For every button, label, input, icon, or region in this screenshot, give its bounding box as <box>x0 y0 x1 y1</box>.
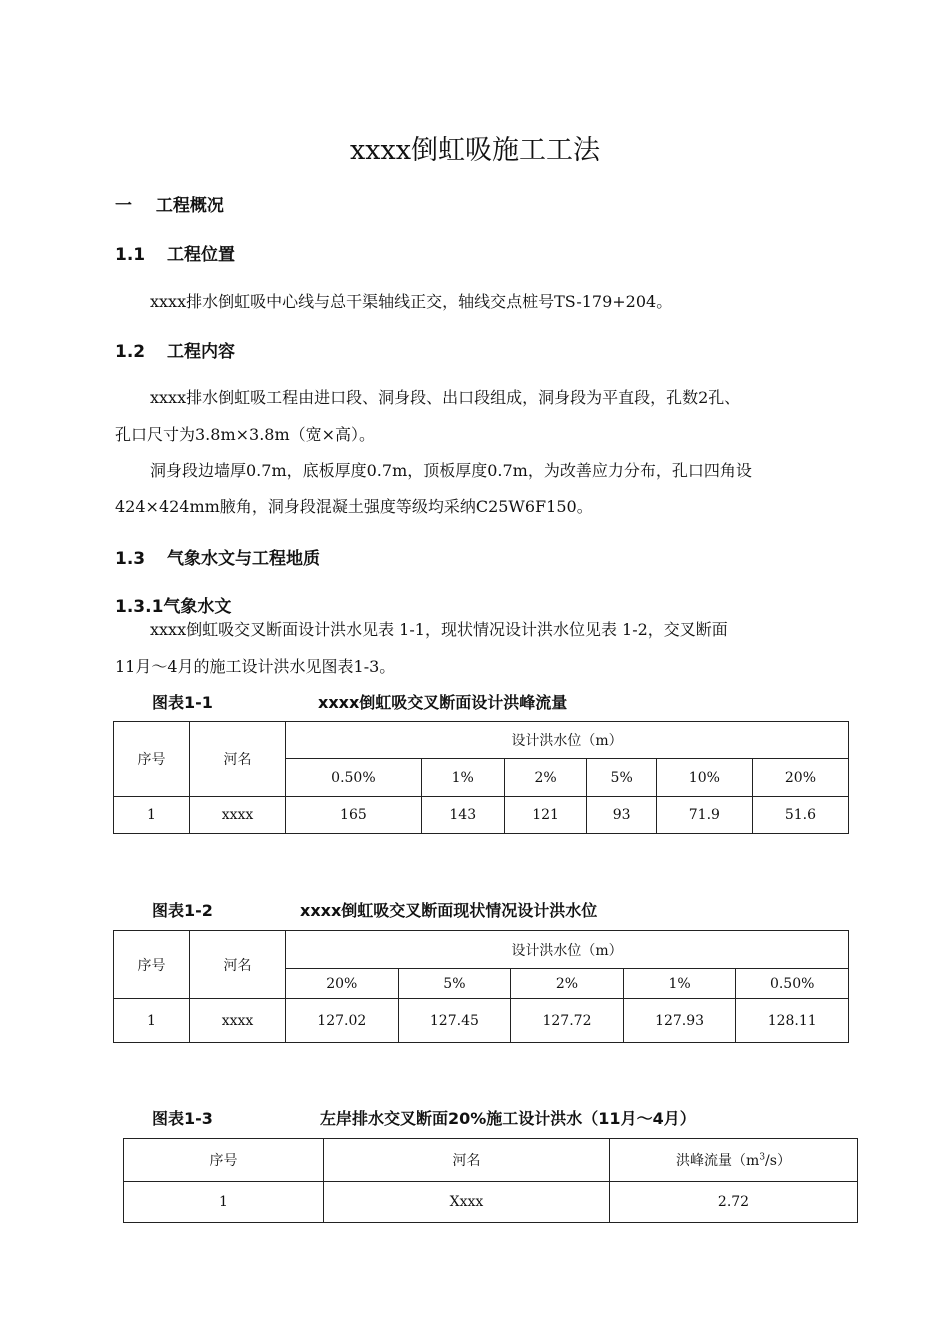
table-1-1-freq: 2% <box>504 759 587 797</box>
table-row <box>114 999 849 1043</box>
table-1-2-cell-value: 127.45 <box>398 999 511 1043</box>
section-1-2-para1-line2: 孔口尺寸为3.8m×3.8m（宽×高）。 <box>115 425 376 444</box>
table-1-1-cell-value: 165 <box>286 797 422 834</box>
table-1-1-cell-value: 71.9 <box>656 797 752 834</box>
table-1-1-freq: 5% <box>587 759 656 797</box>
table-1-1-freq: 0.50% <box>286 759 422 797</box>
table-1-2-caption: xxxx倒虹吸交叉断面现状情况设计洪水位 <box>300 901 598 920</box>
table-1-1-cell-value: 51.6 <box>752 797 848 834</box>
section-1-2-heading <box>115 337 235 362</box>
table-1-3-header-seq: 序号 <box>124 1139 324 1182</box>
table-1-2-header-river: 河名 <box>190 931 286 999</box>
table-1-2-freq: 0.50% <box>736 969 849 999</box>
table-1-2-freq: 20% <box>286 969 399 999</box>
table-1-1-freq: 10% <box>656 759 752 797</box>
table-1-3-cell-river: Xxxx <box>324 1182 610 1223</box>
section-1-3-title: 气象水文与工程地质 <box>167 549 321 569</box>
table-1-2-header-group: 设计洪水位（m） <box>286 931 849 969</box>
table-1-2-cell-value: 127.02 <box>286 999 399 1043</box>
table-1-2-freq: 2% <box>511 969 624 999</box>
section-1-2-title: 工程内容 <box>167 342 236 362</box>
table-1-1-header-seq: 序号 <box>114 722 190 797</box>
table-1-2-freq: 1% <box>623 969 736 999</box>
section-1-2-para2-line2: 424×424mm腋角，洞身段混凝土强度等级均采纳C25W6F150。 <box>115 497 593 516</box>
table-1-1-cell-river: xxxx <box>190 797 286 834</box>
table-1-1-cell-value: 121 <box>504 797 587 834</box>
section-1-3-1-heading: 1.3.1气象水文 <box>115 597 232 617</box>
section-1-2-para2-line1: 洞身段边墙厚0.7m，底板厚度0.7m，顶板厚度0.7m，为改善应力分布，孔口四角设 <box>150 461 752 480</box>
section-1-1-title: 工程位置 <box>167 245 236 265</box>
table-1-2 <box>113 930 849 1043</box>
table-1-2-cell-value: 128.11 <box>736 999 849 1043</box>
section-1-3-1-para-line1: xxxx倒虹吸交叉断面设计洪水见表 1-1，现状情况设计洪水位见表 1-2，交叉断面 <box>150 620 728 639</box>
table-1-1-caption: xxxx倒虹吸交叉断面设计洪峰流量 <box>318 693 568 712</box>
section-1-2-para1-line1: xxxx排水倒虹吸工程由进口段、洞身段、出口段组成，洞身段为平直段，孔数2孔、 <box>150 388 741 407</box>
section-1-heading <box>115 191 224 216</box>
table-1-1-cell-seq: 1 <box>114 797 190 834</box>
table-1-3-caption: 左岸排水交叉断面20%施工设计洪水（11月～4月） <box>320 1109 696 1128</box>
section-1-1-heading <box>115 240 235 265</box>
table-1-3-label: 图表1-3 <box>152 1109 213 1128</box>
section-1-2-number: 1.2 <box>115 342 146 362</box>
table-1-3-cell-flow: 2.72 <box>610 1182 858 1223</box>
table-1-2-cell-value: 127.72 <box>511 999 624 1043</box>
table-1-2-freq: 5% <box>398 969 511 999</box>
page-title: xxxx倒虹吸施工工法 <box>350 135 600 166</box>
section-1-1-number: 1.1 <box>115 245 146 265</box>
table-1-2-header-seq: 序号 <box>114 931 190 999</box>
section-1-3-number: 1.3 <box>115 549 146 569</box>
table-1-1-freq: 20% <box>752 759 848 797</box>
table-1-2-cell-seq: 1 <box>114 999 190 1043</box>
section-1-3-1-para-line2: 11月～4月的施工设计洪水见图表1-3。 <box>115 657 396 676</box>
section-1-title: 工程概况 <box>155 196 224 216</box>
table-1-3-header-flow: 洪峰流量$(m^3/s)$ <box>610 1139 858 1182</box>
table-1-1-cell-value: 93 <box>587 797 656 834</box>
table-1-2-cell-river: xxxx <box>190 999 286 1043</box>
table-1-1-label: 图表1-1 <box>152 693 213 712</box>
table-1-3 <box>123 1138 858 1223</box>
table-1-1-freq: 1% <box>421 759 504 797</box>
section-1-number: 一 <box>115 196 132 216</box>
table-row <box>114 797 849 834</box>
table-1-1-header-river: 河名 <box>190 722 286 797</box>
section-1-3-heading <box>115 544 320 569</box>
table-1-3-cell-seq: 1 <box>124 1182 324 1223</box>
table-1-2-label: 图表1-2 <box>152 901 213 920</box>
table-1-2-cell-value: 127.93 <box>623 999 736 1043</box>
section-1-1-paragraph: xxxx排水倒虹吸中心线与总干渠轴线正交，轴线交点桩号TS-179+204。 <box>150 292 673 311</box>
table-row <box>124 1182 858 1223</box>
table-1-3-header-river: 河名 <box>324 1139 610 1182</box>
table-1-1-header-group: 设计洪水位（m） <box>286 722 849 759</box>
table-1-1-cell-value: 143 <box>421 797 504 834</box>
table-1-1 <box>113 721 849 834</box>
